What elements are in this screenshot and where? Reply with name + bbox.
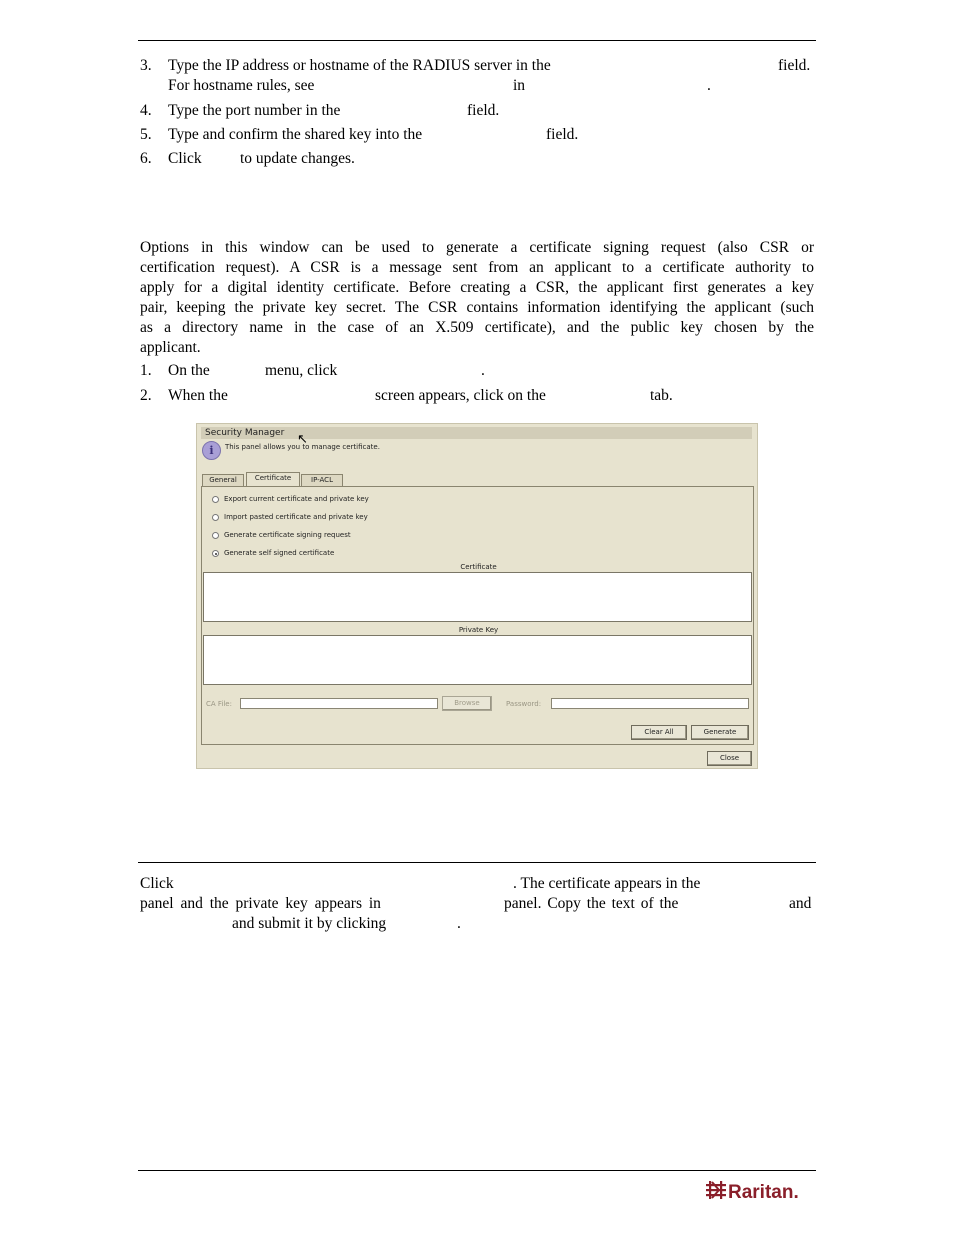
step-4-number: 4. [140,102,152,119]
step-5-text: Type and confirm the shared key into the [168,126,423,143]
radio-label: Generate certificate signing request [224,531,351,539]
intro-line: certification request). A CSR is a message sent from an applicant to a certificate authority to [140,259,814,276]
step-6-text: to update changes. [240,150,355,167]
footer-rule [138,1170,816,1171]
radio-generate-self-signed[interactable] [212,550,219,557]
bottom-click: Click [140,875,174,892]
intro-line: pair, keeping the private key secret. The CSR contains information identifying the applicant (such [140,299,814,316]
svg-text:Raritan.: Raritan. [728,1182,799,1203]
intro-line: as a directory name in the case of an X.509 certificate), and the public key chosen by the [140,319,814,336]
step-1-period: . [481,362,485,379]
info-text: This panel allows you to manage certificate. [225,443,380,451]
bottom-copy-text: panel. Copy the text of the [504,895,679,912]
bottom-private-key-appears: panel and the private key appears in [140,895,381,912]
intro-line: Options in this window can be used to generate a certificate signing request (also CSR or [140,239,814,256]
password-label: Password: [506,700,542,708]
radio-label: Generate self signed certificate [224,549,335,557]
raritan-logo-mark-icon [706,1178,814,1204]
tab-general[interactable]: General [202,474,244,486]
step-5-field-word: field. [546,126,579,143]
bottom-submit: and submit it by clicking [232,915,387,932]
password-input[interactable] [551,698,749,709]
browse-button[interactable]: Browse [442,696,492,711]
info-icon: i [202,441,221,460]
tab-certificate[interactable]: Certificate [246,472,300,487]
radio-label: Export current certificate and private key [224,495,369,503]
bottom-certificate-appears: . The certificate appears in the [513,875,701,892]
step-1-menu-click: menu, click [265,362,338,379]
step-6-number: 6. [140,150,152,167]
step-3-number: 3. [140,57,152,74]
close-button[interactable]: Close [707,751,752,766]
step-4-text: Type the port number in the [168,102,341,119]
bottom-period: . [457,915,461,932]
window-titlebar [201,427,752,439]
certificate-textarea[interactable] [203,572,752,622]
step-3-in: in [513,77,526,94]
private-key-textarea[interactable] [203,635,752,685]
step-3-hostname-rules: For hostname rules, see [168,77,315,94]
step-2-tab: tab. [650,387,673,404]
intro-line: applicant. [140,339,201,356]
step-2-number: 2. [140,387,152,404]
certificate-label: Certificate [460,563,497,571]
generate-button[interactable]: Generate [691,725,749,740]
radio-import-certificate[interactable] [212,514,219,521]
top-rule [138,40,816,41]
step-3-period: . [707,77,711,94]
ca-file-input[interactable] [240,698,438,709]
step-3-field-word: field. [778,57,811,74]
step-6-click: Click [168,150,202,167]
tab-ip-acl[interactable]: IP-ACL [301,474,343,486]
step-2-when-the: When the [168,387,228,404]
intro-line: apply for a digital identity certificate. Before creating a CSR, the applicant first generates a key [140,279,814,296]
step-1-on-the: On the [168,362,210,379]
raritan-logo [706,1178,814,1204]
radio-label: Import pasted certificate and private key [224,513,368,521]
certificate-panel [201,486,754,745]
step-1-number: 1. [140,362,152,379]
csr-intro-paragraph [140,238,814,358]
step-2-screen-appears: screen appears, click on the [375,387,546,404]
mouse-cursor-icon: ↖ [297,432,308,447]
radio-generate-csr[interactable] [212,532,219,539]
bottom-and: and [789,895,812,912]
security-manager-screenshot [196,423,758,769]
radio-export-certificate[interactable] [212,496,219,503]
step-5-number: 5. [140,126,152,143]
section-rule [138,862,816,863]
step-3-text: Type the IP address or hostname of the RADIUS server in the [168,57,551,74]
private-key-label: Private Key [458,626,499,634]
window-title: Security Manager [205,428,285,438]
ca-file-label: CA File: [206,700,232,708]
clear-all-button[interactable]: Clear All [631,725,687,740]
step-4-field-word: field. [467,102,500,119]
